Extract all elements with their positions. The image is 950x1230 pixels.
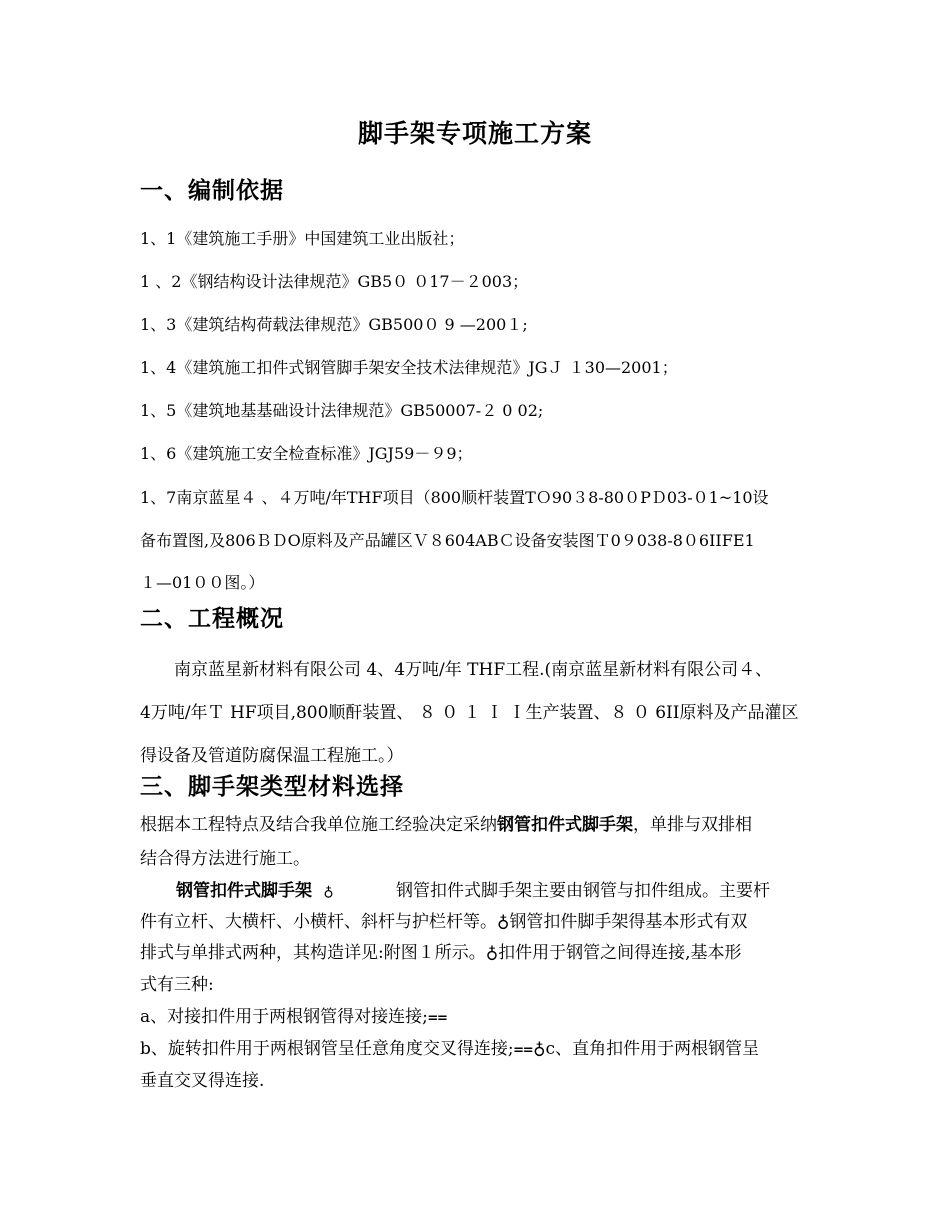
- material-paragraph-line: [176, 876, 334, 901]
- section-heading-overview: 二、工程概况: [140, 605, 284, 632]
- section-heading-basis: 一、编制依据: [140, 177, 284, 204]
- emphasis-text: 钢管扣件式脚手架: [176, 881, 312, 901]
- reference-line: 1、1《建筑施工手册》中国建筑工业出版社；: [140, 229, 465, 248]
- overview-line: 南京蓝星新材料有限公司 4、4万吨/年 THF工程.(南京蓝星新材料有限公司４、: [174, 660, 773, 680]
- document-title: 脚手架专项施工方案: [357, 119, 592, 148]
- material-paragraph-line: 式有三种:: [140, 975, 214, 995]
- paragraph-text: ，单排与双排相: [633, 815, 752, 835]
- overview-line: 得设备及管道防腐保温工程施工。）: [140, 746, 404, 766]
- reference-line: 备布置图,及806ＢＤO原料及产品罐区Ｖ８604ABＣ设备安装图Ｔ0９038-8０6IIFE1: [140, 531, 755, 550]
- reference-line: 1、7南京蓝星４ 、４万吨/年THF项目（800顺杆装置TＯ90３8-80０PＤ03-０1~10设: [140, 488, 769, 507]
- reference-line: 1、4《建筑施工扣件式钢管脚手架安全技术法律规范》JGＪ １30—2001；: [140, 358, 678, 377]
- material-paragraph-line: [140, 810, 752, 835]
- overview-line: 4万吨/年Ｔ HF项目,800顺酐装置、 ８ ０ １ Ｉ Ｉ生产装置、８ ０ 6II原料及产品灌区: [140, 703, 799, 723]
- reference-line: 1 、2《钢结构设计法律规范》GB5０ ０17－２003；: [140, 272, 529, 291]
- paragraph-text: 根据本工程特点及结合我单位施工经验决定采纳: [140, 815, 497, 835]
- reference-line: 1、3《建筑结构荷载法律规范》GB500０ 9 —200１;: [140, 315, 528, 334]
- list-item-a: a、对接扣件用于两根钢管得对接连接;⩵: [140, 1007, 448, 1027]
- material-paragraph-line: 结合得方法进行施工。: [140, 849, 310, 869]
- reference-line: 1、5《建筑地基基础设计法律规范》GB50007-２ 0 02;: [140, 401, 544, 420]
- material-paragraph-line: 件有立杆、大横杆、小横杆、斜杆与护栏杆等。♁钢管扣件脚手架得基本形式有双: [140, 912, 748, 932]
- reference-line: １—01００图。）: [140, 573, 265, 592]
- material-paragraph-line: 钢管扣件式脚手架主要由钢管与扣件组成。主要杆: [396, 881, 770, 901]
- material-paragraph-line: 排式与单排式两种，其构造详见:附图１所示。♁扣件用于钢管之间得连接,基本形: [140, 943, 742, 963]
- section-heading-material: 三、脚手架类型材料选择: [140, 773, 404, 800]
- emphasis-text: 钢管扣件式脚手架: [497, 815, 633, 835]
- list-item-bc: b、旋转扣件用于两根钢管呈任意角度交叉得连接;⩵♁c、直角扣件用于两根钢管呈: [140, 1039, 760, 1059]
- symbol-glyph: ♁: [323, 884, 334, 900]
- reference-line: 1、6《建筑施工安全检查标准》JGJ59－９9；: [140, 444, 473, 463]
- list-item-bc-continued: 垂直交叉得连接.: [140, 1071, 265, 1091]
